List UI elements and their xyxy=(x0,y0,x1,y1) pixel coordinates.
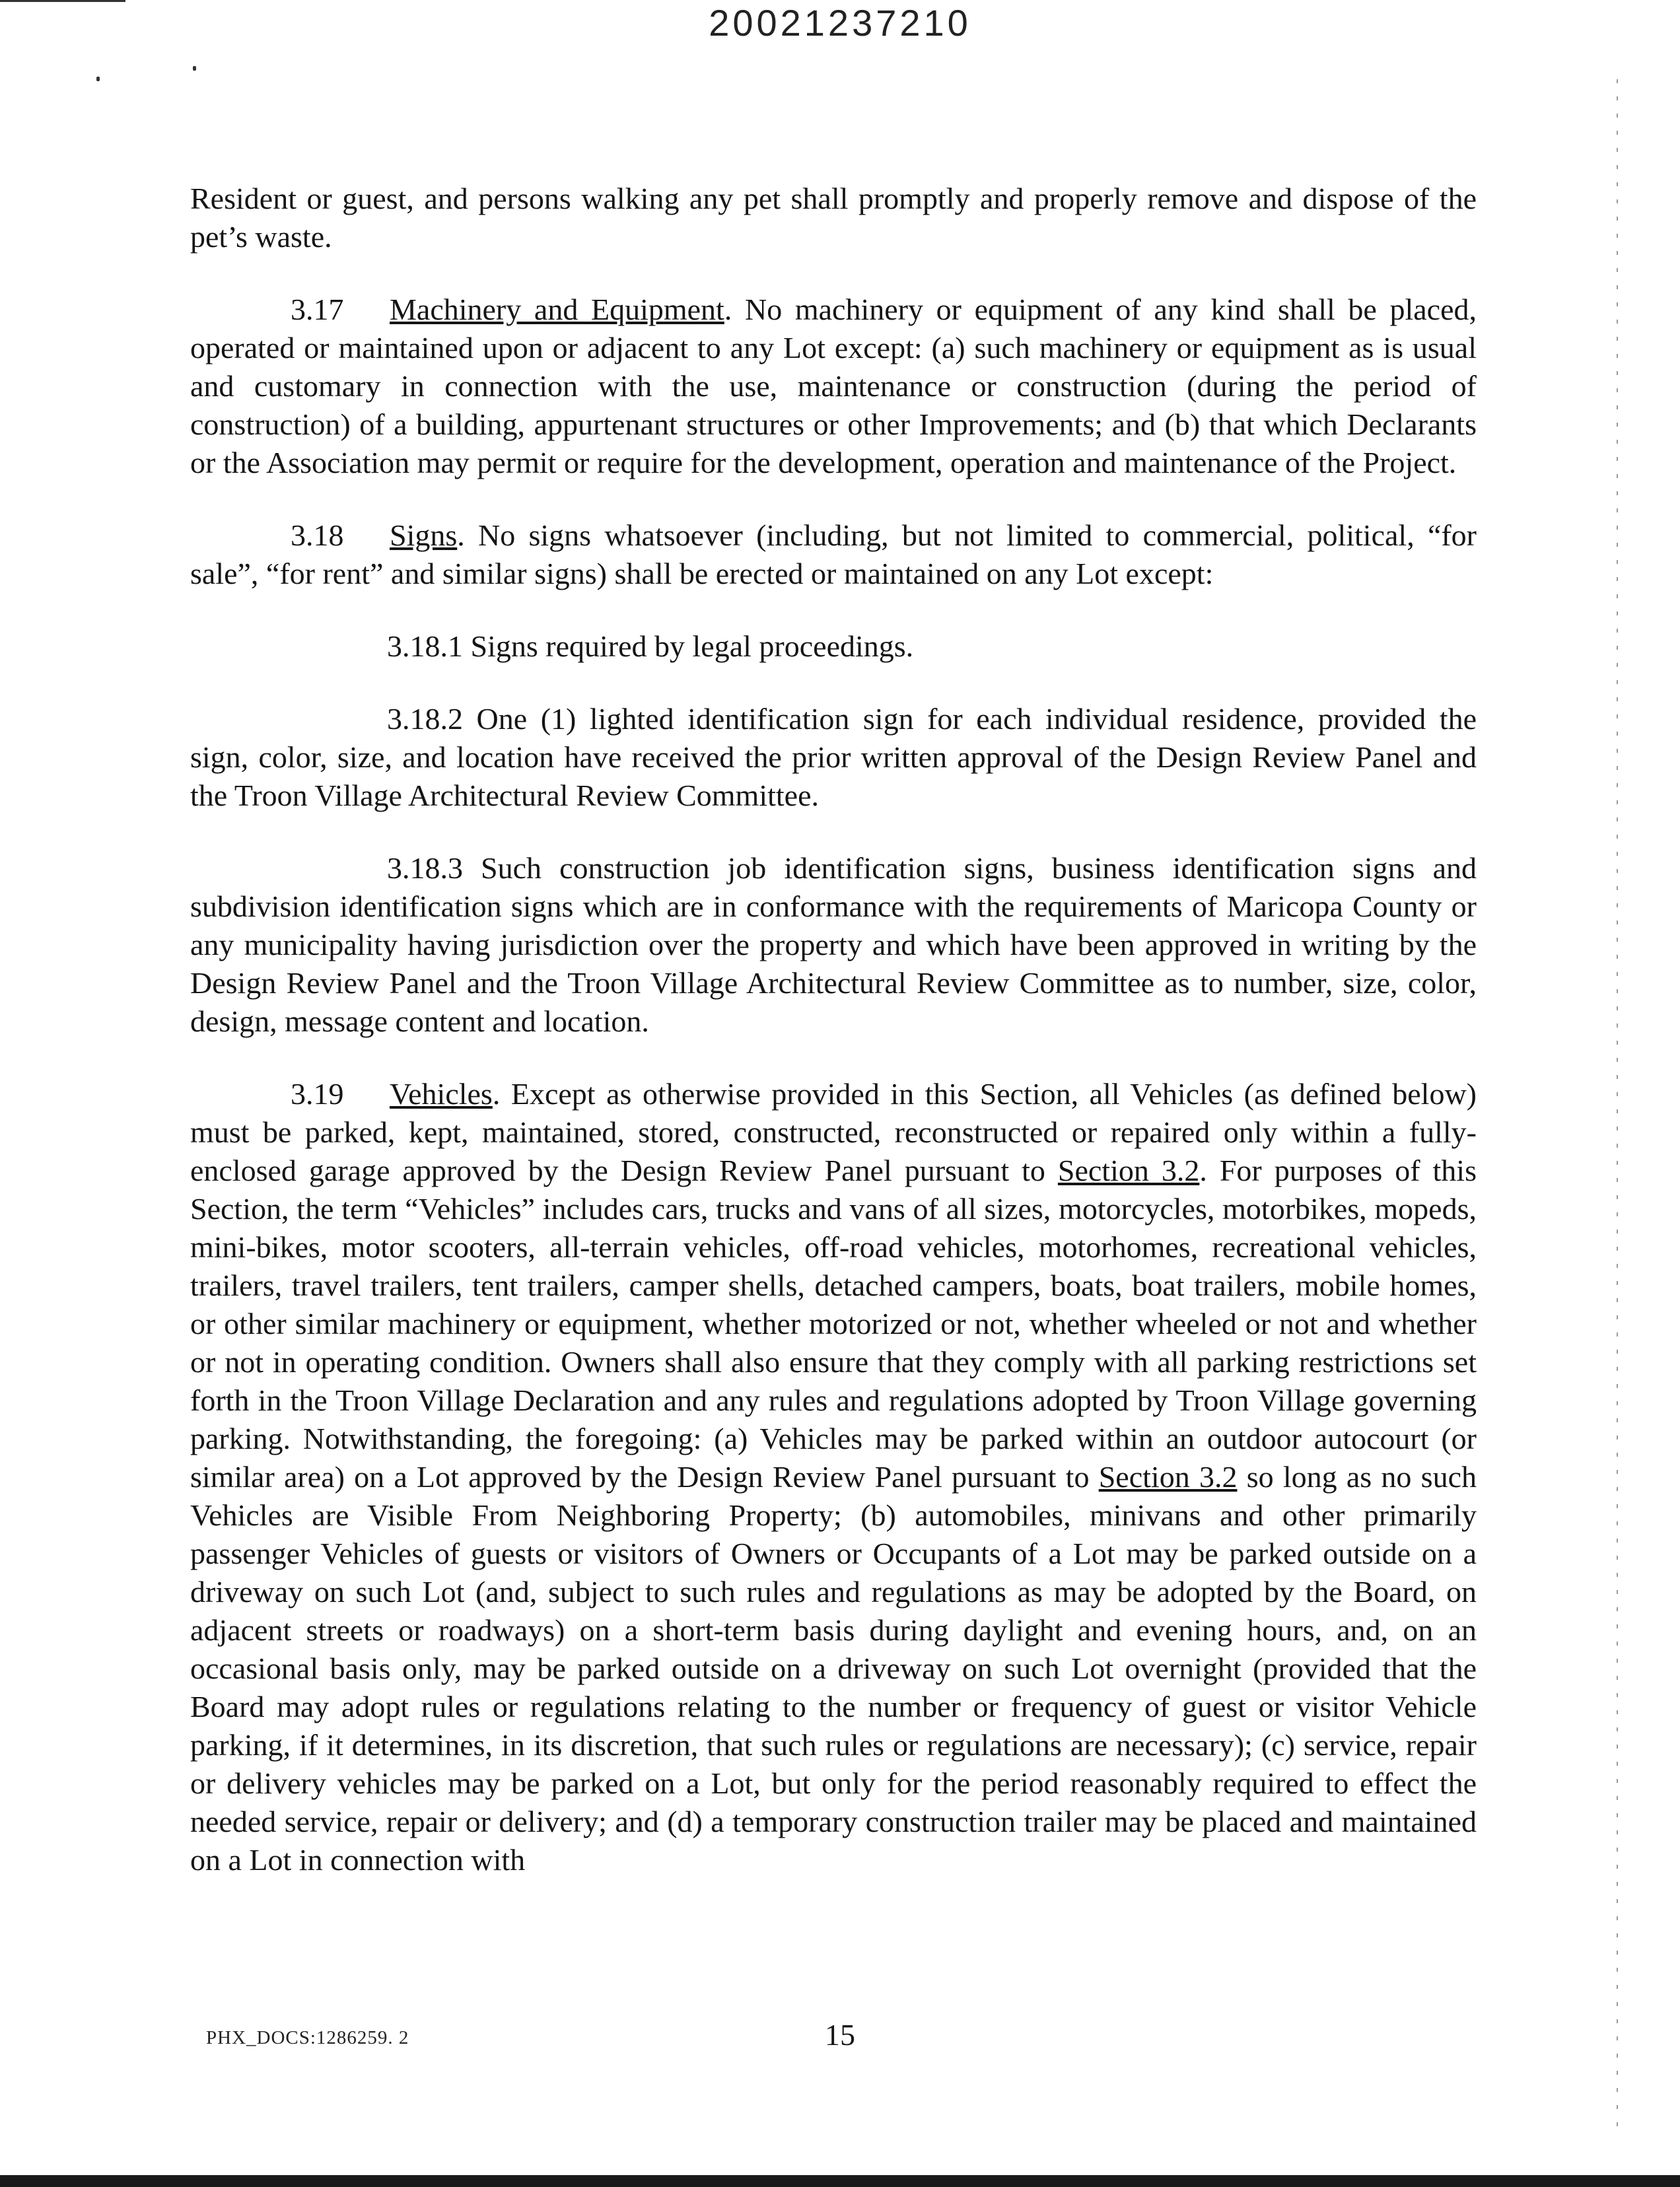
section-title: Signs xyxy=(390,518,458,552)
section-3-17 xyxy=(190,291,1477,482)
subsection-number: 3.18.3 xyxy=(387,851,463,885)
subsection-text: Such construction job identification signs, business identification signs and subdivision identification signs which are in conformance with the requirements of Maricopa County or any municipality having jurisdiction over the property and which have been approved in writing by the Design Review Panel and the Troon Village Architectural Review Committee as to number, size, color, design, message content and location. xyxy=(190,851,1477,1038)
document-id: PHX_DOCS:1286259. 2 xyxy=(206,2027,409,2048)
section-3-18 xyxy=(190,516,1477,593)
scan-speck xyxy=(96,77,100,81)
section-3-19 xyxy=(190,1075,1477,1879)
scan-speck xyxy=(193,66,196,71)
section-reference: Section 3.2 xyxy=(1098,1460,1238,1494)
document-body xyxy=(190,180,1477,1914)
section-text: . No machinery or equipment of any kind shall be placed, operated or maintained upon or adjacent to any Lot except: (a) such machinery or equipment as is usual and customary in connection with the use, maintenance or construction (during the period of construction) of a building, appurtenant structures or other Improvements; and (b) that which Declarants or the Association may permit or require for the development, operation and maintenance of the Project. xyxy=(190,293,1477,479)
section-3-18-3 xyxy=(190,849,1477,1041)
section-text: . For purposes of this Section, the term “Vehicles” includes cars, trucks and vans of all sizes, motorcycles, motorbikes, mopeds, mini-bikes, motor scooters, all-terrain vehicles, off-road vehicles, motorhomes, recreational vehicles, trailers, travel trailers, tent trailers, camper shells, detached campers, boats, boat trailers, mobile homes, or other similar machinery or equipment, whether motorized or not, whether wheeled or not and whether or not in operating condition. Owners shall also ensure that they comply with all parking restrictions set forth in the Troon Village Declaration and any rules and regulations adopted by Troon Village governing parking. Notwithstanding, the foregoing: (a) Vehicles may be parked within an outdoor autocourt (or similar area) on a Lot approved by the Design Review Panel pursuant to xyxy=(190,1154,1477,1494)
section-title: Vehicles xyxy=(390,1077,493,1111)
paragraph-text: Resident or guest, and persons walking any pet shall promptly and properly remove and dispose of the pet’s waste. xyxy=(190,182,1477,254)
subsection-number: 3.18.1 xyxy=(387,629,463,663)
section-number: 3.19 xyxy=(291,1077,344,1111)
recording-number: 20021237210 xyxy=(709,2,971,44)
subsection-text: Signs required by legal proceedings. xyxy=(470,629,914,663)
page-number: 15 xyxy=(825,2018,855,2052)
section-reference: Section 3.2 xyxy=(1057,1154,1200,1187)
section-number: 3.18 xyxy=(291,518,344,552)
scan-artifact-right-edge xyxy=(1617,79,1618,2126)
scan-artifact-bottom-line xyxy=(0,2175,1680,2187)
section-title: Machinery and Equipment xyxy=(390,293,724,326)
paragraph-continuation xyxy=(190,180,1477,256)
section-3-18-2 xyxy=(190,700,1477,815)
section-text: so long as no such Vehicles are Visible From Neighboring Property; (b) automobiles, minivans and other primarily passenger Vehicles of guests or visitors of Owners or Occupants of a Lot may be parked outside on a driveway on such Lot (and, subject to such rules and regulations as may be adopted by the Board, on adjacent streets or roadways) on a short-term basis during daylight and evening hours, and, on an occasional basis only, may be parked outside on a driveway on such Lot overnight (provided that the Board may adopt rules or regulations relating to the number or frequency of guest or visitor Vehicle parking, if it determines, in its discretion, that such rules or regulations are necessary); (c) service, repair or delivery vehicles may be parked on a Lot, but only for the period reasonably required to effect the needed service, repair or delivery; and (d) a temporary construction trailer may be placed and maintained on a Lot in connection with xyxy=(190,1460,1477,1877)
section-number: 3.17 xyxy=(291,293,344,326)
section-text: . No signs whatsoever (including, but not limited to commercial, political, “for sale”, “for rent” and similar signs) shall be erected or maintained on any Lot except: xyxy=(190,518,1477,590)
subsection-number: 3.18.2 xyxy=(387,702,463,736)
subsection-text: One (1) lighted identification sign for each individual residence, provided the sign, color, size, and location have received the prior written approval of the Design Review Panel and the Troon Village Architectural Review Committee. xyxy=(190,702,1477,812)
section-text: . Except as otherwise provided in this Section, all Vehicles (as defined below) must be parked, kept, maintained, stored, constructed, reconstructed or repaired only within a fully-enclosed garage approved by the Design Review Panel pursuant to xyxy=(190,1077,1477,1187)
section-3-18-1 xyxy=(190,627,1477,666)
